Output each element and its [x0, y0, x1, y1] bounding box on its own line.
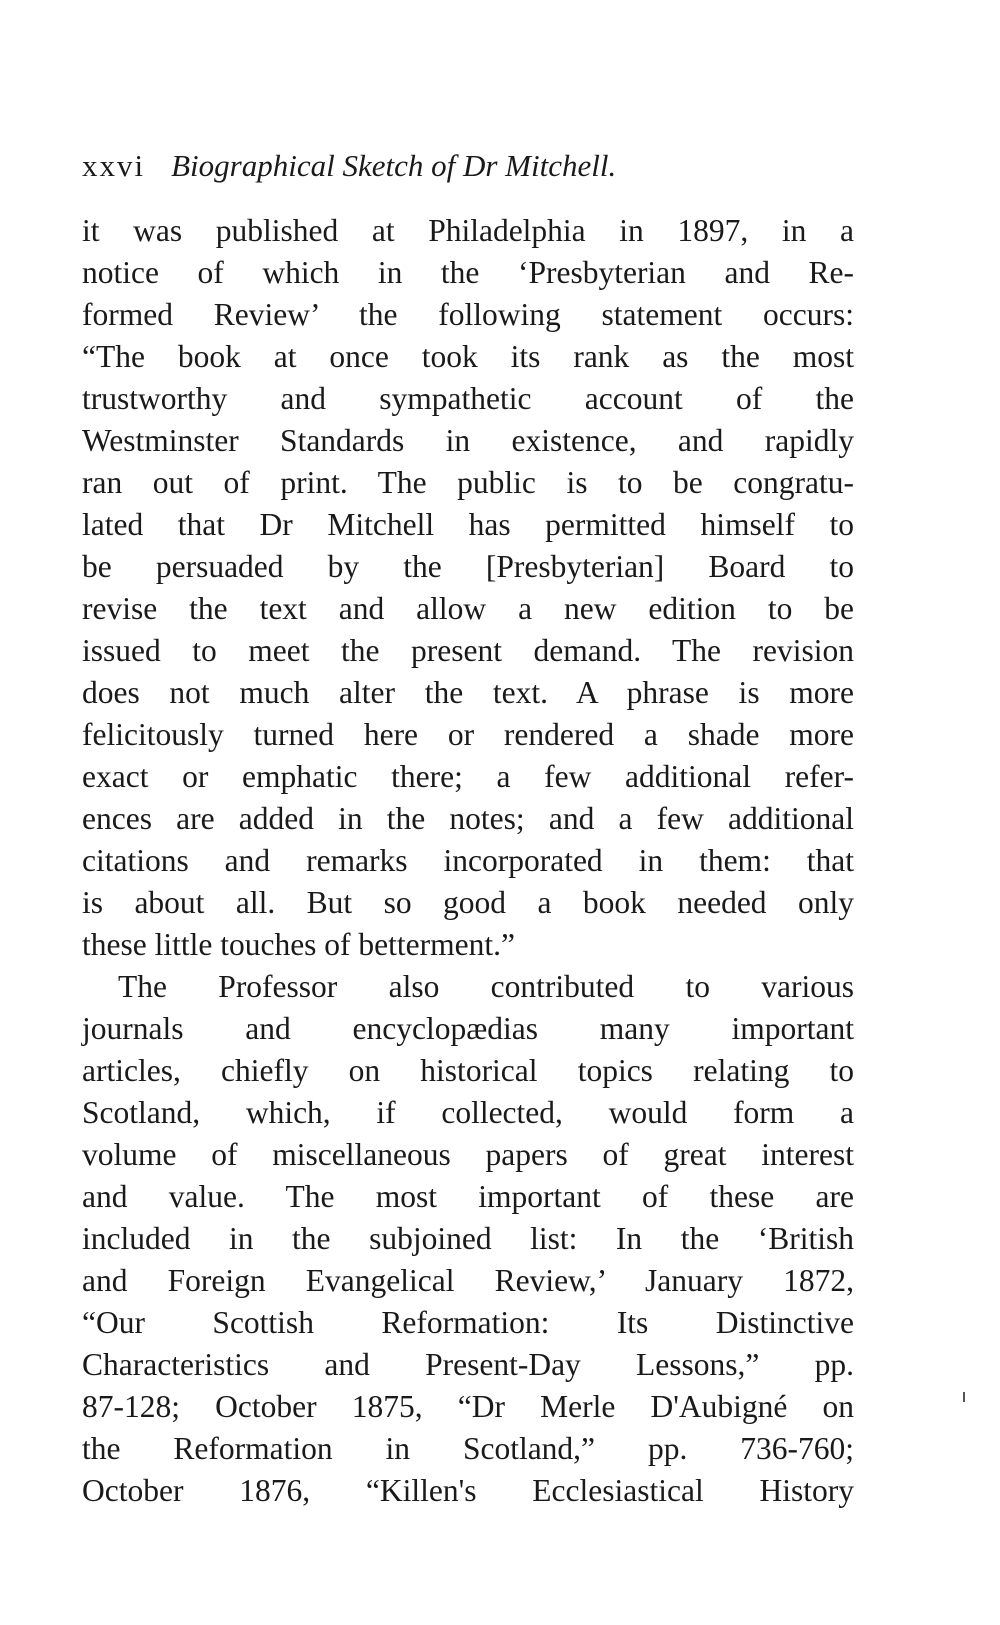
running-title: Biographical Sketch of Dr Mitchell.: [171, 148, 617, 183]
text-line: notice of which in the ‘Presbyterian and Re-: [82, 255, 854, 290]
running-head: [82, 146, 616, 186]
page-number: xxvi: [82, 148, 146, 183]
text-line: volume of miscellaneous papers of great interest: [82, 1137, 854, 1172]
text-line: felicitously turned here or rendered a shade more: [82, 717, 854, 752]
text-line: and value. The most important of these are: [82, 1179, 854, 1214]
text-line: October 1876, “Killen's Ecclesiastical History: [82, 1473, 854, 1508]
text-line: ran out of print. The public is to be congratu-: [82, 465, 854, 500]
text-line: “Our Scottish Reformation: Its Distinctive: [82, 1305, 854, 1340]
text-line: journals and encyclopædias many important: [82, 1011, 854, 1046]
scan-edge-mark: [963, 1392, 965, 1402]
text-line: does not much alter the text. A phrase is more: [82, 675, 854, 710]
text-line: issued to meet the present demand. The revision: [82, 633, 854, 668]
text-line: trustworthy and sympathetic account of the: [82, 381, 854, 416]
text-line: lated that Dr Mitchell has permitted himself to: [82, 507, 854, 542]
text-line: included in the subjoined list: In the ‘British: [82, 1221, 854, 1256]
paragraph-first-line: The Professor also contributed to various: [118, 969, 854, 1004]
body-text: [82, 210, 854, 1512]
text-line: articles, chiefly on historical topics relating to: [82, 1053, 854, 1088]
text-line: revise the text and allow a new edition to be: [82, 591, 854, 626]
text-line: 87-128; October 1875, “Dr Merle D'Aubigné on: [82, 1389, 854, 1424]
text-line: Westminster Standards in existence, and rapidly: [82, 423, 854, 458]
text-line: is about all. But so good a book needed only: [82, 885, 854, 920]
text-line: citations and remarks incorporated in them: that: [82, 843, 854, 878]
text-line: the Reformation in Scotland,” pp. 736-760;: [82, 1431, 854, 1466]
text-line: “The book at once took its rank as the most: [82, 339, 854, 374]
text-line: and Foreign Evangelical Review,’ January 1872,: [82, 1263, 854, 1298]
text-line: Scotland, which, if collected, would form a: [82, 1095, 854, 1130]
text-line: Characteristics and Present-Day Lessons,” pp.: [82, 1347, 854, 1382]
paragraph-end-line: these little touches of betterment.”: [82, 927, 515, 962]
text-line: be persuaded by the [Presbyterian] Board to: [82, 549, 854, 584]
text-line: it was published at Philadelphia in 1897, in a: [82, 213, 854, 248]
text-line: exact or emphatic there; a few additional refer-: [82, 759, 854, 794]
text-line: ences are added in the notes; and a few additional: [82, 801, 854, 836]
text-line: formed Review’ the following statement occurs:: [82, 297, 854, 332]
